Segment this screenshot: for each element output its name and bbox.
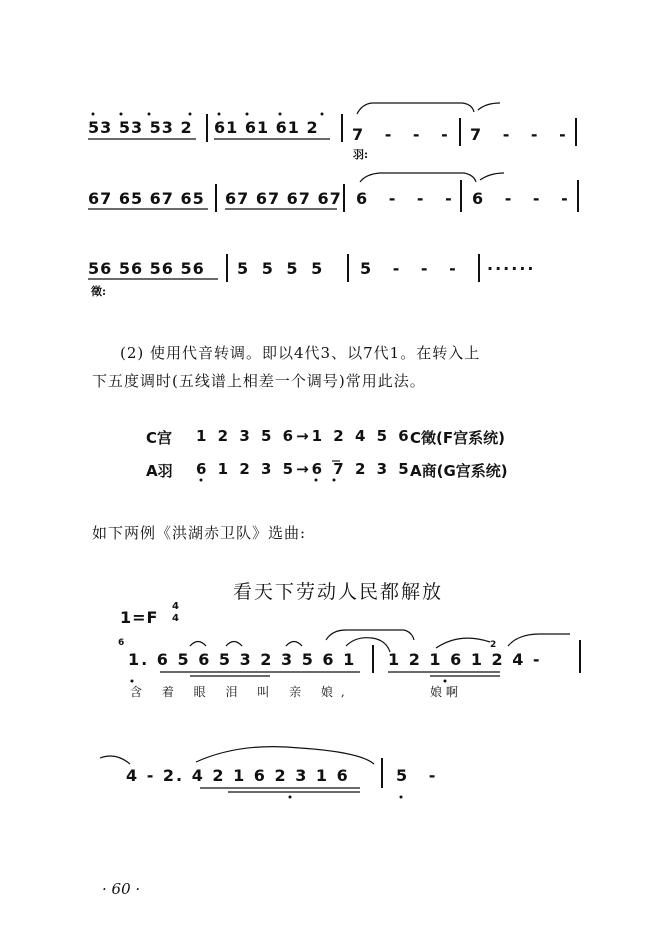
paragraph-line: (2) 使用代音转调。即以4代3、以7代1。在转入上 (120, 344, 481, 362)
tie-mark (478, 103, 500, 110)
octave-dots (289, 796, 403, 799)
paragraph-line: 下五度调时(五线谱上相差一个调号)常用此法。 (92, 372, 426, 390)
mode-mark: 羽: (353, 148, 369, 161)
slur-mark (196, 747, 374, 764)
mode-mark: 徵: (91, 285, 107, 298)
octave-dots (131, 680, 447, 683)
grace-note: 2 (490, 640, 498, 650)
to-key: A商(G宫系统) (410, 462, 508, 480)
tie-mark (357, 103, 474, 114)
song-line1-m2: 1 2 1 6 1 2 4 - (388, 650, 542, 669)
tie-mark (508, 634, 570, 646)
tie-mark (326, 630, 414, 640)
measure: 5 - - - (360, 259, 464, 278)
notes: 6 1 2 3 5→6 7 2 3 5 (196, 460, 412, 478)
measure: 7 - - - (470, 125, 574, 144)
from-key: A羽 (146, 462, 173, 480)
to-key: C徵(F宫系统) (410, 429, 505, 447)
song-key: 1=F (120, 608, 159, 627)
song-line2-m2: 5 - (396, 766, 444, 785)
tie-mark (100, 756, 130, 764)
measure: 67 65 67 65 (88, 189, 205, 208)
lyrics: 娘 啊 (430, 685, 458, 699)
measure: 67 67 67 67 (225, 189, 342, 208)
measure: 56 56 56 56 (88, 259, 205, 278)
grace-note: 6 (118, 638, 126, 648)
song-line1: 1. 6 5 6 5 3 2 3 5 6 1 (128, 650, 357, 669)
measure: ······ (487, 259, 536, 278)
time-top: 4 (172, 601, 180, 612)
slur-mark (190, 642, 206, 647)
measure: 6 - - - (472, 189, 576, 208)
page-number: · 60 · (102, 880, 141, 898)
slur-mark (436, 638, 490, 648)
slur-mark (286, 642, 302, 647)
song-line2: 4 - 2. 4 2 1 6 2 3 1 6 (126, 766, 350, 785)
measure: 6 - - - (356, 189, 460, 208)
measure: 61 61 61 2 (214, 118, 319, 137)
measure: 5 5 5 5 (237, 259, 327, 278)
measure: 7 - - - (352, 125, 456, 144)
octave-dots (200, 479, 336, 482)
intro-text: 如下两例《洪湖赤卫队》选曲: (92, 524, 307, 542)
tie-mark (480, 173, 504, 180)
song-title: 看天下劳动人民都解放 (233, 581, 444, 603)
slur-mark (346, 638, 390, 652)
from-key: C宫 (146, 429, 173, 447)
time-bottom: 4 (172, 613, 180, 624)
slur-mark (226, 642, 242, 647)
octave-dots (92, 113, 324, 116)
measure: 53 53 53 2 (88, 118, 193, 137)
notes: 1 2 3 5 6→1 2 4 5 6 (196, 427, 412, 445)
lyrics: 含 着 眼 泪 叫 亲 娘, (130, 685, 353, 699)
tie-mark (360, 173, 476, 182)
